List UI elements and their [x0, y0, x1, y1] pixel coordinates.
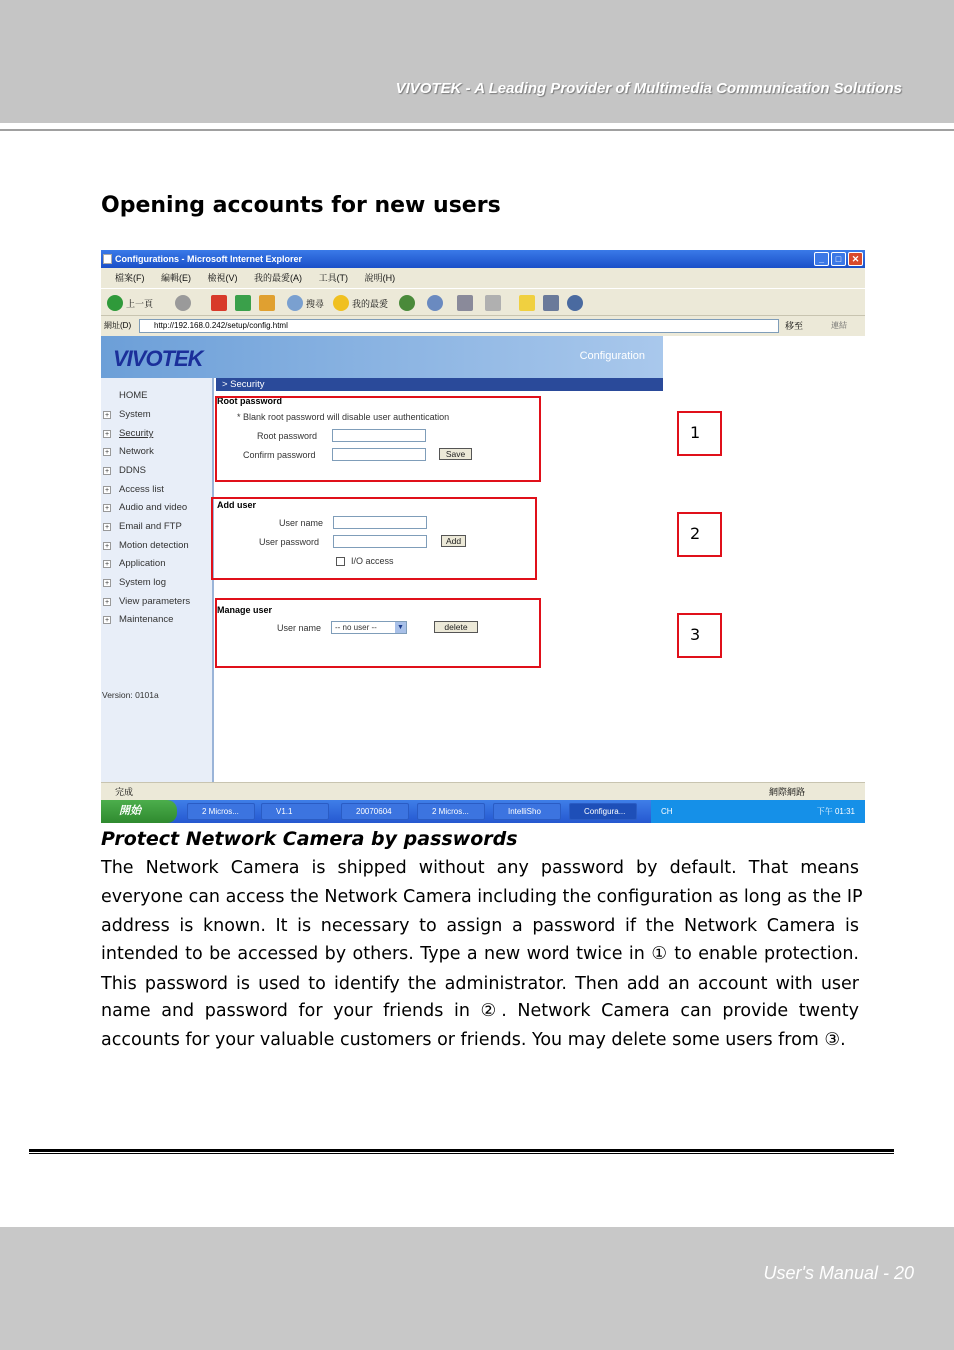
expand-icon: + — [104, 543, 110, 550]
paragraph-line: The Network Camera is shipped without any password by default. That means — [101, 858, 859, 878]
start-button[interactable]: 開始 — [101, 800, 177, 823]
sidebar-item-system-log[interactable]: + System log — [104, 577, 166, 588]
expand-icon: + — [104, 599, 110, 606]
sidebar-item-maintenance[interactable]: + Maintenance — [104, 614, 174, 625]
edit-icon[interactable] — [485, 295, 501, 311]
callout-2: 2 — [677, 512, 722, 557]
window-titlebar — [101, 250, 865, 268]
sidebar-item-ddns[interactable]: + DDNS — [104, 465, 146, 476]
address-bar — [101, 316, 865, 336]
status-text: 完成 — [115, 787, 134, 797]
home-icon[interactable] — [259, 295, 275, 311]
go-button[interactable]: 移至 — [785, 321, 804, 331]
taskbar-item[interactable]: 20070604 — [341, 803, 409, 820]
config-sidebar — [101, 378, 214, 782]
menu-help[interactable]: 說明(H) — [364, 273, 396, 283]
page-number: User's Manual - 20 — [763, 1263, 914, 1283]
notes-icon[interactable] — [519, 295, 535, 311]
mail-icon[interactable] — [427, 295, 443, 311]
sidebar-item-system[interactable]: + System — [104, 409, 151, 420]
root-password-label: Root password — [257, 431, 318, 441]
expand-icon: + — [104, 524, 110, 531]
add-button[interactable]: Add — [441, 535, 466, 547]
menu-bar — [101, 268, 865, 288]
web-page — [101, 336, 865, 782]
taskbar-item[interactable]: IntelliSho — [493, 803, 561, 820]
callout-1: 1 — [677, 411, 722, 456]
sidebar-item-access-list[interactable]: + Access list — [104, 484, 164, 495]
sidebar-item-security[interactable]: + Security — [104, 428, 154, 439]
highlight-box-3 — [215, 598, 541, 668]
close-icon[interactable]: ✕ — [848, 252, 863, 266]
footer-rule — [29, 1149, 894, 1152]
sidebar-item-application[interactable]: + Application — [104, 558, 166, 569]
taskbar-item[interactable]: 2 Micros... — [417, 803, 485, 820]
firmware-version: Version: 0101a — [102, 690, 159, 700]
system-tray — [651, 800, 865, 823]
windows-taskbar — [101, 800, 865, 823]
highlight-box-1 — [215, 396, 541, 482]
search-label[interactable]: 搜尋 — [306, 299, 325, 309]
minimize-icon[interactable]: _ — [814, 252, 829, 266]
menu-favorites[interactable]: 我的最愛(A) — [254, 273, 303, 283]
manage-user-title: Manage user — [217, 605, 273, 615]
browser-toolbar — [101, 288, 865, 316]
header-tagline: VIVOTEK - A Leading Provider of Multimedia Communication Solutions — [395, 80, 902, 97]
ie-window-icon — [103, 254, 112, 264]
delete-button[interactable]: delete — [434, 621, 478, 633]
menu-edit[interactable]: 編輯(E) — [161, 273, 192, 283]
user-select-value: -- no user -- — [335, 623, 377, 632]
stop-icon[interactable] — [211, 295, 227, 311]
language-indicator[interactable]: CH — [661, 807, 673, 816]
expand-icon: + — [104, 412, 110, 419]
page-banner — [101, 336, 663, 378]
save-button[interactable]: Save — [439, 448, 472, 460]
links-label[interactable]: 連結 — [831, 321, 847, 330]
browser-screenshot — [101, 250, 865, 823]
banner-title: Configuration — [579, 350, 645, 362]
confirm-password-label: Confirm password — [243, 450, 316, 460]
sidebar-item-audio-video[interactable]: + Audio and video — [104, 502, 188, 513]
add-user-password-label: User password — [259, 537, 320, 547]
menu-file[interactable]: 檔案(F) — [115, 273, 145, 283]
back-icon[interactable] — [107, 295, 123, 311]
refresh-icon[interactable] — [235, 295, 251, 311]
menu-view[interactable]: 檢視(V) — [207, 273, 238, 283]
forward-icon[interactable] — [175, 295, 191, 311]
paragraph-line: intended to be accessed by others. Type a new word twice in ① to enable protection. — [101, 944, 859, 964]
paragraph-line: This password is used to identify the administrator. Then add an account with user — [101, 974, 859, 994]
users-icon[interactable] — [567, 295, 583, 311]
expand-icon: + — [104, 505, 110, 512]
page-header-band — [0, 0, 954, 123]
favorites-label[interactable]: 我的最愛 — [352, 299, 389, 309]
callout-3: 3 — [677, 613, 722, 658]
taskbar-item[interactable]: Configura... — [569, 803, 637, 820]
header-divider — [0, 129, 954, 131]
taskbar-item[interactable]: V1.1 — [261, 803, 329, 820]
manage-user-name-label: User name — [277, 623, 322, 633]
vivotek-logo: VIVOTEK — [113, 346, 203, 371]
window-title: Configurations - Microsoft Internet Explorer — [115, 254, 303, 264]
maximize-icon[interactable]: □ — [831, 252, 846, 266]
expand-icon: + — [104, 468, 110, 475]
taskbar-item[interactable]: 2 Micros... — [187, 803, 255, 820]
status-bar — [101, 782, 865, 800]
paragraph-line: name and password for your friends in ②. Network Camera can provide twenty — [101, 1001, 859, 1021]
paragraph-line: accounts for your valuable customers or friends. You may delete some users from ③. — [101, 1030, 846, 1050]
menu-tools[interactable]: 工具(T) — [318, 273, 349, 283]
expand-icon: + — [104, 561, 110, 568]
sidebar-item-motion-detection[interactable]: + Motion detection — [104, 540, 189, 551]
expand-icon: + — [104, 487, 110, 494]
section-bar: > Security — [216, 378, 663, 391]
sidebar-item-home[interactable]: HOME — [119, 390, 148, 401]
sidebar-item-email-ftp[interactable]: + Email and FTP — [104, 521, 182, 532]
address-label: 網址(D) — [104, 321, 132, 330]
page-footer-band — [0, 1227, 954, 1350]
add-user-name-label: User name — [279, 518, 324, 528]
chevron-down-icon: ▼ — [395, 622, 406, 633]
caption-heading: Protect Network Camera by passwords — [101, 828, 518, 850]
footer-rule — [29, 1153, 894, 1154]
messenger-icon[interactable] — [543, 295, 559, 311]
root-password-note: * Blank root password will disable user authentication — [237, 412, 450, 422]
search-icon[interactable] — [287, 295, 303, 311]
root-password-title: Root password — [217, 396, 283, 406]
back-label[interactable]: 上一頁 — [126, 299, 154, 309]
sidebar-item-view-parameters[interactable]: + View parameters — [104, 596, 191, 607]
paragraph-line: everyone can access the Network Camera including the configuration as long as the IP — [101, 887, 863, 907]
section-heading: Opening accounts for new users — [101, 193, 501, 218]
io-access-label: I/O access — [351, 556, 394, 566]
expand-icon: + — [104, 449, 110, 456]
clock: 下午 01:31 — [816, 807, 855, 816]
highlight-box-2 — [211, 497, 537, 580]
paragraph-line: address is known. It is necessary to assign a password if the Network Camera is — [101, 916, 859, 936]
print-icon[interactable] — [457, 295, 473, 311]
expand-icon: + — [104, 617, 110, 624]
internet-zone: 網際網路 — [768, 787, 805, 797]
address-input[interactable]: http://192.168.0.242/setup/config.html — [139, 319, 779, 333]
add-user-title: Add user — [217, 500, 257, 510]
expand-icon: + — [104, 580, 110, 587]
sidebar-item-network[interactable]: + Network — [104, 446, 154, 457]
favorites-icon[interactable] — [333, 295, 349, 311]
expand-icon: + — [104, 431, 110, 438]
window-controls — [814, 252, 863, 266]
history-icon[interactable] — [399, 295, 415, 311]
